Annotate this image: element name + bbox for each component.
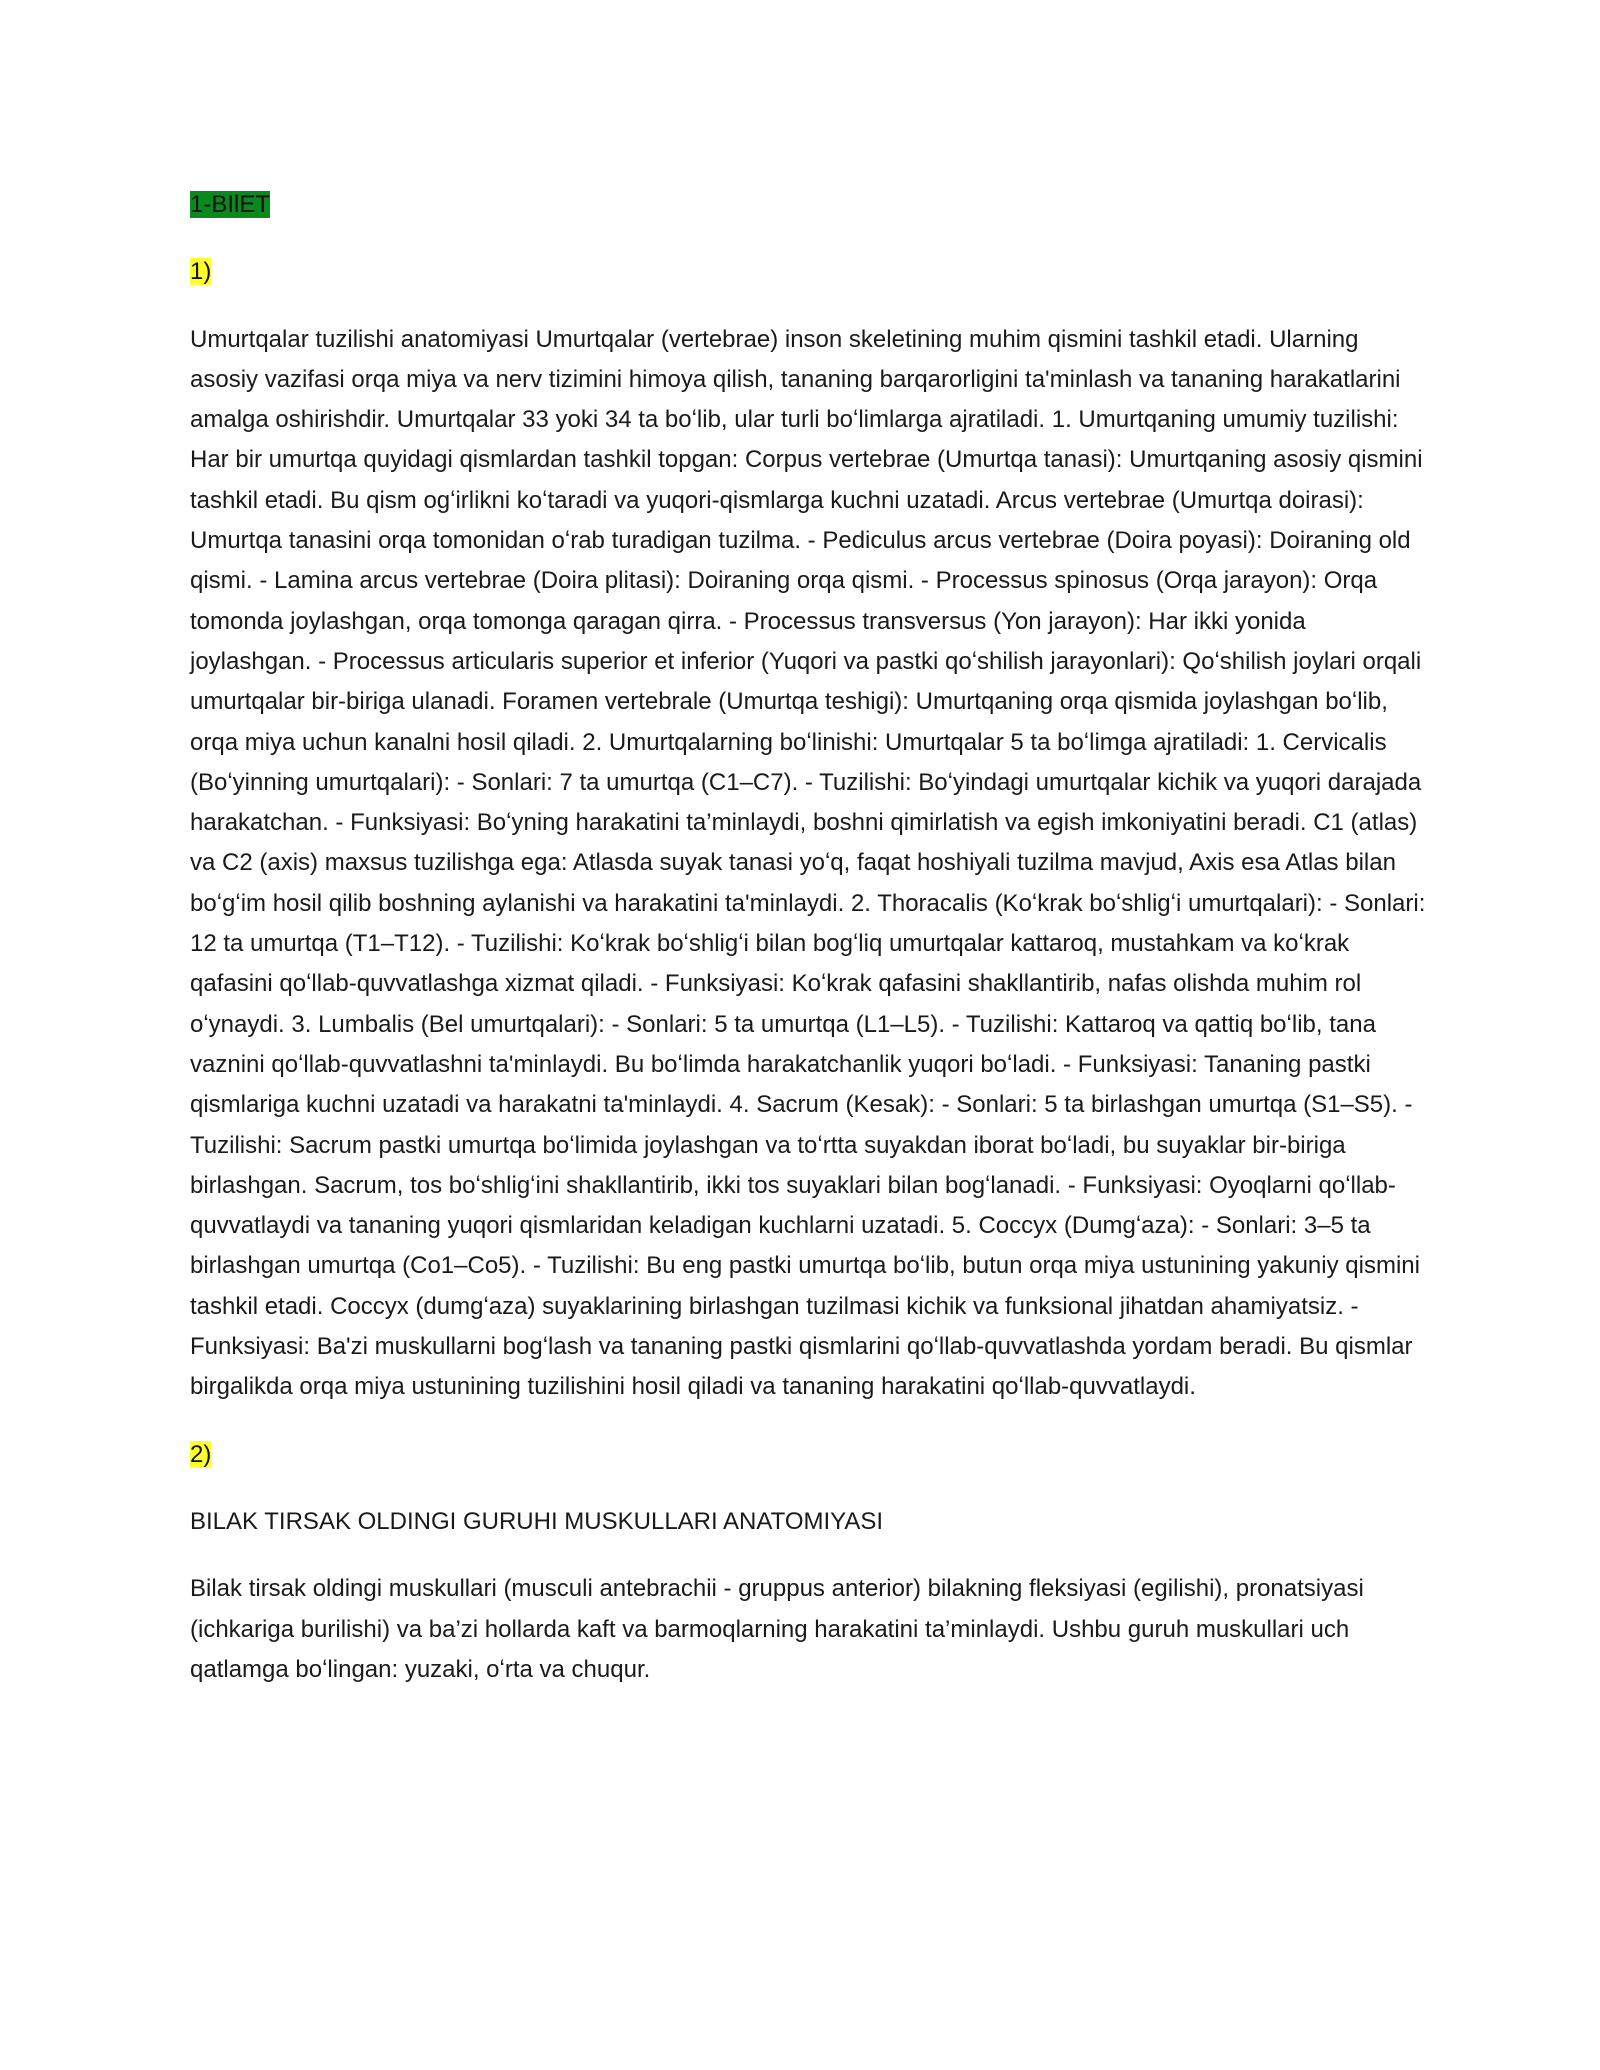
section2-number-paragraph <box>190 1435 1430 1475</box>
section1-text: Umurtqalar tuzilishi anatomiyasi Umurtqalar (vertebrae) inson skeletining muhim qismini tashkil etadi. Ularning asosiy vazifasi orqa miya va nerv tizimini himoya qilish, tananing barqarorligini ta'minlash va tananing harakatlarini amalga oshirishdir. Umurtqalar 33 yoki 34 ta boʻlib, ular turli boʻlimlarga ajratiladi. 1. Umurtqaning umumiy tuzilishi: Har bir umurtqa quyidagi qismlardan tashkil topgan: Corpus vertebrae (Umurtqa tanasi): Umurtqaning asosiy qismini tashkil etadi. Bu qism ogʻirlikni koʻtaradi va yuqori-qismlarga kuchni uzatadi. Arcus vertebrae (Umurtqa doirasi): Umurtqa tanasini orqa tomonidan oʻrab turadigan tuzilma. - Pediculus arcus vertebrae (Doira poyasi): Doiraning old qismi. - Lamina arcus vertebrae (Doira plitasi): Doiraning orqa qismi. - Processus spinosus (Orqa jarayon): Orqa tomonda joylashgan, orqa tomonga qaragan qirra. - Processus transversus (Yon jarayon): Har ikki yonida joylashgan. - Processus articularis superior et inferior (Yuqori va pastki qoʻshilish jarayonlari): Qoʻshilish joylari orqali umurtqalar bir-biriga ulanadi. Foramen vertebrale (Umurtqa teshigi): Umurtqaning orqa qismida joylashgan boʻlib, orqa miya uchun kanalni hosil qiladi. 2. Umurtqalarning boʻlinishi: Umurtqalar 5 ta boʻlimga ajratiladi: 1. Cervicalis (Boʻyinning umurtqalari): - Sonlari: 7 ta umurtqa (C1–C7). - Tuzilishi: Boʻyindagi umurtqalar kichik va yuqori darajada harakatchan. - Funksiyasi: Boʻyning harakatini ta’minlaydi, boshni qimirlatish va egish imkoniyatini beradi. C1 (atlas) va C2 (axis) maxsus tuzilishga ega: Atlasda suyak tanasi yoʻq, faqat hoshiyali tuzilma mavjud, Axis esa Atlas bilan boʻgʻim hosil qilib boshning aylanishi va harakatini ta'minlaydi. 2. Thoracalis (Koʻkrak boʻshligʻi umurtqalari): - Sonlari: 12 ta umurtqa (T1–T12). - Tuzilishi: Koʻkrak boʻshligʻi bilan bogʻliq umurtqalar kattaroq, mustahkam va koʻkrak qafasini qoʻllab-quvvatlashga xizmat qiladi. - Funksiyasi: Koʻkrak qafasini shakllantirib, nafas olishda muhim rol oʻynaydi. 3. Lumbalis (Bel umurtqalari): - Sonlari: 5 ta umurtqa (L1–L5). - Tuzilishi: Kattaroq va qattiq boʻlib, tana vaznini qoʻllab-quvvatlashni ta'minlaydi. Bu boʻlimda harakatchanlik yuqori boʻladi. - Funksiyasi: Tananing pastki qismlariga kuchni uzatadi va harakatni ta'minlaydi. 4. Sacrum (Kesak): - Sonlari: 5 ta birlashgan umurtqa (S1–S5). - Tuzilishi: Sacrum pastki umurtqa boʻlimida joylashgan va toʻrtta suyakdan iborat boʻladi, bu suyaklar bir-biriga birlashgan. Sacrum, tos boʻshligʻini shakllantirib, ikki tos suyaklari bilan bogʻlanadi. - Funksiyasi: Oyoqlarni qoʻllab-quvvatlaydi va tananing yuqori qismlaridan keladigan kuchlarni uzatadi. 5. Coccyx (Dumgʻaza): - Sonlari: 3–5 ta birlashgan umurtqa (Co1–Co5). - Tuzilishi: Bu eng pastki umurtqa boʻlib, butun orqa miya ustunining yakuniy qismini tashkil etadi. Coccyx (dumgʻaza) suyaklarining birlashgan tuzilmasi kichik va funksional jihatdan ahamiyatsiz. - Funksiyasi: Ba'zi muskullarni bogʻlash va tananing pastki qismlarini qoʻllab-quvvatlashda yordam beradi. Bu qismlar birgalikda orqa miya ustunining tuzilishini hosil qiladi va tananing harakatini qoʻllab-quvvatlaydi. <box>190 325 1426 1401</box>
section2-heading: BILAK TIRSAK OLDINGI GURUHI MUSKULLARI ANATOMIYASI <box>190 1507 884 1535</box>
section2-number: 2) <box>190 1440 212 1468</box>
section2-text: Bilak tirsak oldingi muskullari (musculi antebrachii - gruppus anterior) bilakning fleksiyasi (egilishi), pronatsiyasi (ichkariga burilishi) va ba’zi hollarda kaft va barmoqlarning harakatini ta’minlaydi. Ushbu guruh muskullari uch qatlamga boʻlingan: yuzaki, oʻrta va chuqur. <box>190 1575 1364 1683</box>
section1-number: 1) <box>190 258 212 286</box>
section1-number-paragraph <box>190 252 1430 292</box>
document-page <box>190 185 1430 1717</box>
ticket-label: 1-BIlET <box>190 191 271 218</box>
ticket-paragraph <box>190 185 1430 225</box>
